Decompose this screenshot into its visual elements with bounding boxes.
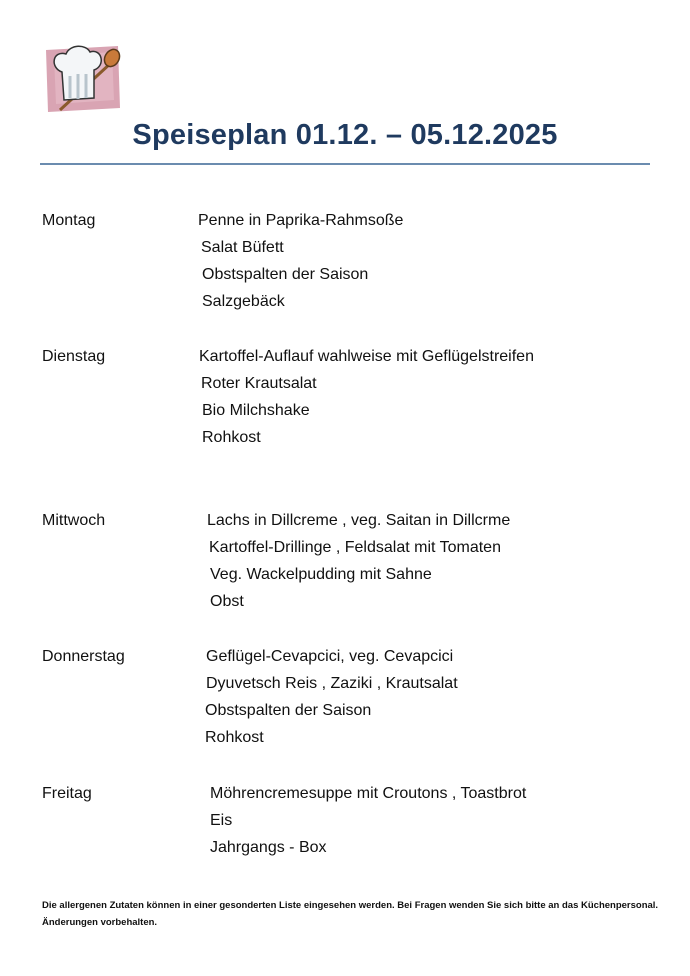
menu-item: Kartoffel-Drillinge , Feldsalat mit Tomaten (209, 539, 501, 556)
day-label-montag: Montag (42, 212, 96, 229)
page-title: Speiseplan 01.12. – 05.12.2025 (132, 119, 558, 151)
title-divider (40, 163, 650, 165)
chef-hat-logo-icon (40, 42, 124, 114)
menu-item: Salzgebäck (202, 293, 285, 310)
menu-item: Roter Krautsalat (201, 375, 317, 392)
menu-item: Obst (210, 593, 244, 610)
menu-item: Salat Büfett (201, 239, 284, 256)
menu-item: Dyuvetsch Reis , Zaziki , Krautsalat (206, 675, 458, 692)
day-label-dienstag: Dienstag (42, 348, 106, 365)
menu-item: Jahrgangs - Box (210, 839, 327, 856)
menu-item: Veg. Wackelpudding mit Sahne (210, 566, 432, 583)
menu-item: Möhrencremesuppe mit Croutons , Toastbrot (210, 785, 527, 802)
menu-item: Geflügel-Cevapcici, veg. Cevapcici (206, 648, 454, 665)
menu-item: Obstspalten der Saison (202, 266, 369, 283)
menu-item: Rohkost (202, 429, 261, 446)
menu-item: Lachs in Dillcreme , veg. Saitan in Dillcrme (207, 512, 511, 529)
menu-item: Rohkost (205, 729, 264, 746)
menu-item: Kartoffel-Auflauf wahlweise mit Geflügelstreifen (199, 348, 534, 365)
menu-item: Obstspalten der Saison (205, 702, 372, 719)
menu-item: Bio Milchshake (202, 402, 310, 419)
day-label-freitag: Freitag (42, 785, 92, 802)
allergen-notice: Die allergenen Zutaten können in einer gesonderten Liste eingesehen werden. Bei Fragen wenden Sie sich bitte an das Küchenpersonal. (42, 900, 659, 911)
menu-item: Eis (210, 812, 233, 829)
menu-item: Penne in Paprika-Rahmsoße (198, 212, 404, 229)
changes-notice: Änderungen vorbehalten. (42, 917, 158, 928)
day-label-donnerstag: Donnerstag (42, 648, 125, 665)
day-label-mittwoch: Mittwoch (42, 512, 106, 529)
